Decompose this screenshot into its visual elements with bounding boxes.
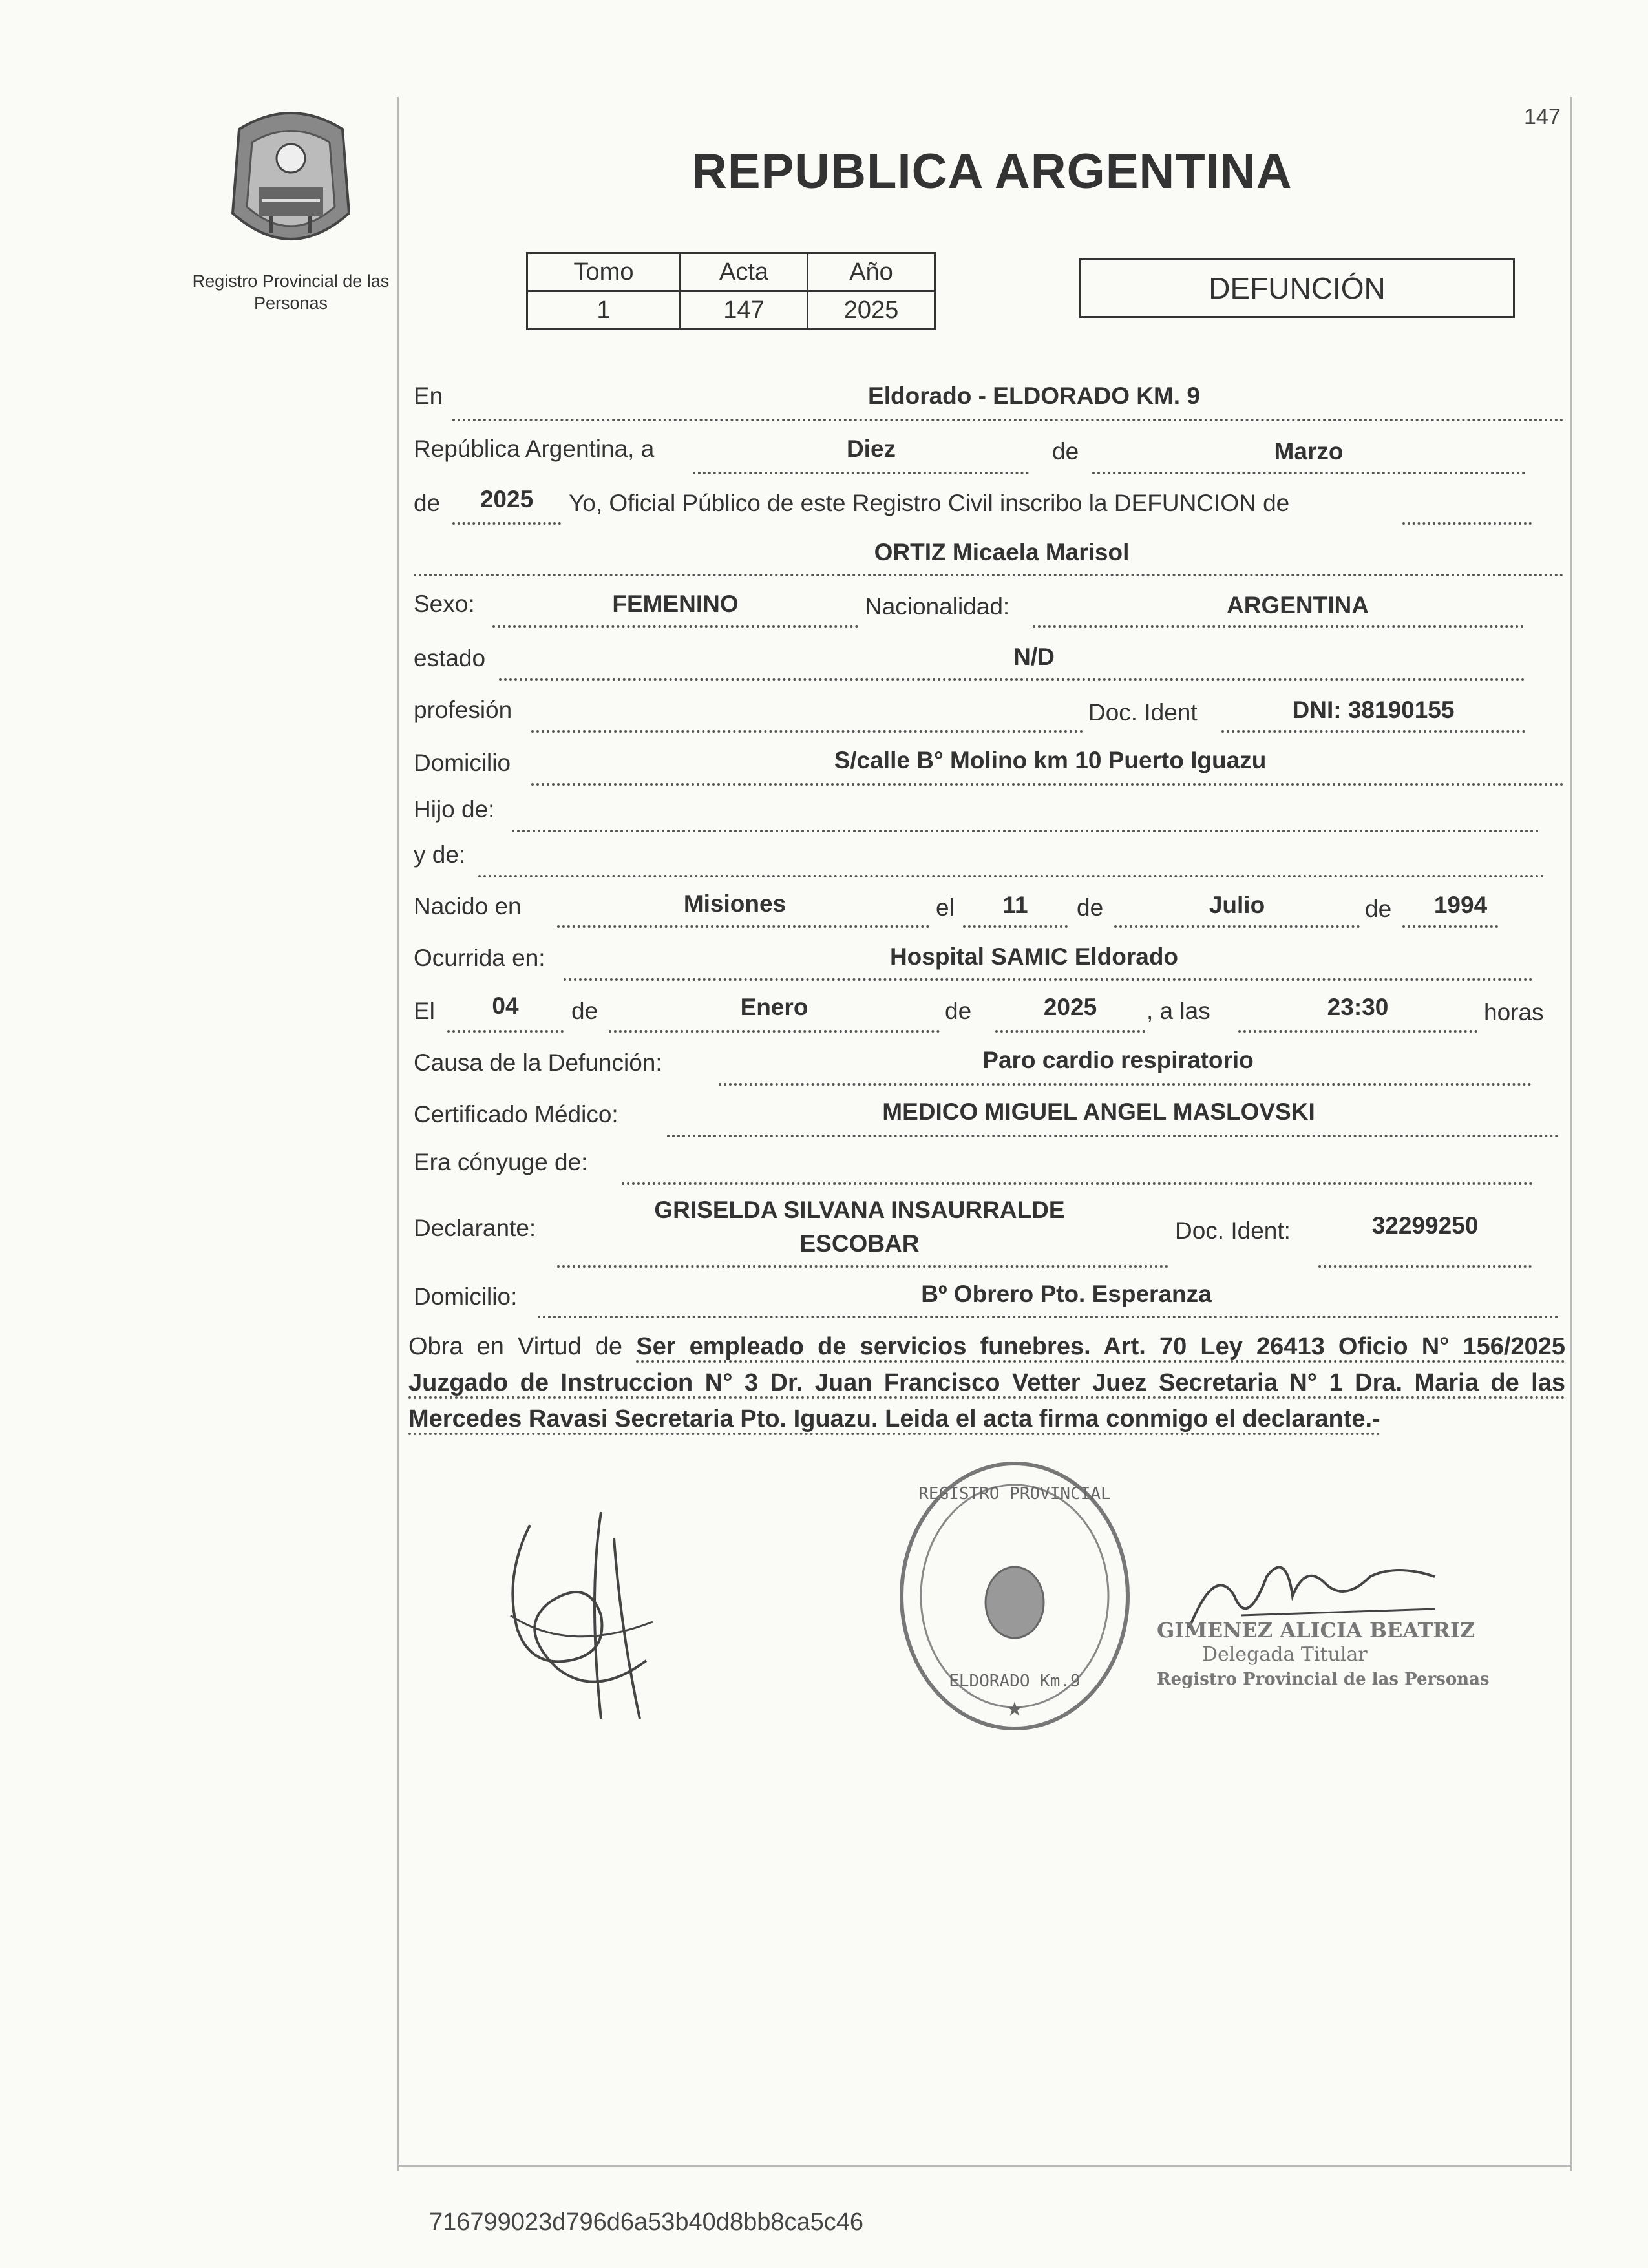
value-documento: DNI: 38190155 (1292, 697, 1455, 723)
ano-header: Año (808, 253, 935, 291)
dots-nac-anio (1402, 925, 1498, 928)
value-nac-dia: 11 (1002, 892, 1028, 918)
dots-anio (452, 522, 561, 525)
dots-inscribo (1402, 522, 1532, 525)
label-certificado: Certificado Médico: (414, 1101, 618, 1128)
dots-profesion (531, 730, 1083, 733)
dots-nacionalidad (1033, 625, 1524, 628)
value-nacionalidad: ARGENTINA (1227, 592, 1369, 618)
label-de-nac-mes: de (1077, 894, 1104, 921)
label-de-mes: de (1052, 438, 1079, 465)
label-nacionalidad: Nacionalidad: (865, 593, 1010, 620)
value-sexo: FEMENINO (612, 591, 739, 617)
value-anio: 2025 (480, 486, 534, 512)
value-nacido-en: Misiones (683, 890, 787, 917)
label-doc-ident: Doc. Ident (1088, 699, 1198, 726)
dots-def-dia (447, 1030, 564, 1033)
label-ocurrida-en: Ocurrida en: (414, 945, 545, 971)
label-de-def-anio: de (945, 998, 972, 1024)
dots-conyuge (622, 1182, 1533, 1185)
value-mes: Marzo (1274, 438, 1344, 465)
official-name: GIMENEZ ALICIA BEATRIZ (1157, 1618, 1475, 1643)
label-el-fecha: El (414, 998, 435, 1024)
svg-text:REGISTRO PROVINCIAL: REGISTRO PROVINCIAL (918, 1484, 1111, 1504)
bottom-rule (397, 2165, 1572, 2167)
official-round-stamp (892, 1454, 1137, 1738)
acta-header: Acta (681, 253, 808, 291)
right-margin-rule (1570, 97, 1572, 2171)
province-seal-logo (213, 103, 368, 258)
label-profesion: profesión (414, 697, 512, 723)
value-ocurrida-en: Hospital SAMIC Eldorado (889, 943, 1179, 970)
value-def-anio: 2025 (1043, 994, 1097, 1020)
value-def-mes: Enero (740, 994, 808, 1020)
value-domicilio: S/calle B° Molino km 10 Puerto Iguazu (834, 747, 1267, 773)
label-hijo-de: Hijo de: (414, 796, 495, 823)
dots-def-hora (1238, 1030, 1477, 1033)
value-dia: Diez (846, 436, 896, 462)
dots-y-de (478, 875, 1545, 877)
value-declarante-line2: ESCOBAR (799, 1230, 920, 1257)
dots-causa (719, 1083, 1532, 1086)
dots-dia (693, 472, 1029, 474)
label-de-def-mes: de (571, 998, 598, 1024)
dots-domicilio-declarante (538, 1316, 1559, 1318)
value-certificado: MEDICO MIGUEL ANGEL MASLOVSKI (882, 1098, 1315, 1125)
label-y-de: y de: (414, 841, 466, 868)
dots-sexo (492, 625, 858, 628)
value-nac-mes: Julio (1209, 892, 1265, 918)
obra-en-virtud-paragraph (408, 1328, 1565, 1437)
tomo-value: 1 (527, 291, 681, 330)
svg-text:ELDORADO Km.9: ELDORADO Km.9 (949, 1672, 1081, 1691)
dots-declarante-doc (1318, 1265, 1532, 1268)
label-republica: República Argentina, a (414, 436, 655, 462)
record-reference-table (526, 252, 936, 330)
tomo-header: Tomo (527, 253, 681, 291)
dots-certificado (667, 1135, 1559, 1137)
label-doc-ident-declarante: Doc. Ident: (1175, 1217, 1291, 1244)
dots-ocurrida-en (564, 978, 1533, 981)
label-el: el (936, 894, 955, 921)
ano-value: 2025 (808, 291, 935, 330)
official-registry: Registro Provincial de las Personas (1157, 1670, 1490, 1689)
dots-declarante (557, 1265, 1168, 1268)
dots-nac-dia (963, 925, 1068, 928)
document-hash: 716799023d796d6a53b40d8bb8ca5c46 (429, 2209, 864, 2236)
registry-label: Registro Provincial de las Personas (192, 271, 390, 313)
label-sexo: Sexo: (414, 591, 475, 617)
dots-estado (499, 678, 1525, 681)
dots-domicilio (531, 783, 1564, 786)
label-domicilio-declarante: Domicilio: (414, 1283, 518, 1310)
dots-def-mes (609, 1030, 940, 1033)
label-horas: horas (1484, 999, 1544, 1025)
left-margin-rule (397, 97, 399, 2171)
value-estado: N/D (1013, 644, 1055, 670)
label-obra-en-virtud: Obra en Virtud de (408, 1333, 623, 1360)
label-en: En (414, 383, 443, 409)
value-declarante-line1: GRISELDA SILVANA INSAURRALDE (654, 1197, 1065, 1223)
label-inscribo: Yo, Oficial Público de este Registro Civil inscribo la DEFUNCION de (569, 490, 1290, 516)
dots-lugar (452, 419, 1564, 421)
dots-nombre (414, 574, 1564, 576)
label-de-nac-anio: de (1365, 896, 1392, 922)
document-title: REPUBLICA ARGENTINA (692, 144, 1293, 199)
value-causa: Paro cardio respiratorio (982, 1047, 1254, 1073)
label-causa: Causa de la Defunción: (414, 1049, 662, 1076)
value-declarante-doc: 32299250 (1371, 1212, 1479, 1239)
value-lugar: Eldorado - ELDORADO KM. 9 (868, 383, 1200, 409)
value-nombre: ORTIZ Micaela Marisol (874, 539, 1130, 565)
label-conyuge: Era cónyuge de: (414, 1149, 588, 1175)
dots-nacido-en (557, 925, 929, 928)
dots-documento (1221, 730, 1525, 733)
page-number: 147 (1524, 105, 1561, 129)
svg-text:★: ★ (1006, 1699, 1024, 1720)
value-domicilio-declarante: Bº Obrero Pto. Esperanza (921, 1281, 1212, 1307)
record-type-box: DEFUNCIÓN (1079, 258, 1515, 318)
value-obra-text: Ser empleado de servicios funebres. Art. 70 Ley 26413 Oficio N° 156/2025 Juzgado de Instruccion N° 3 Dr. Juan Francisco Vetter Juez Secretaria N° 1 Dra. Maria de las Mercedes Ravasi Secretaria Pto. Iguazu. Leida el acta firma conmigo el declarante.- (408, 1333, 1565, 1435)
label-nacido-en: Nacido en (414, 893, 522, 919)
label-de-anio: de (414, 490, 441, 516)
value-nac-anio: 1994 (1433, 892, 1488, 918)
official-role: Delegada Titular (1202, 1643, 1368, 1666)
label-estado: estado (414, 645, 486, 671)
acta-value: 147 (681, 291, 808, 330)
declarante-signature (491, 1499, 659, 1732)
dots-def-anio (995, 1030, 1145, 1033)
value-def-dia: 04 (492, 992, 519, 1019)
dots-nac-mes (1114, 925, 1360, 928)
label-declarante: Declarante: (414, 1215, 536, 1241)
dots-mes (1092, 472, 1525, 474)
label-domicilio: Domicilio (414, 750, 511, 776)
label-a-las: , a las (1146, 998, 1210, 1024)
official-stamp-text (1157, 1618, 1490, 1692)
value-def-hora: 23:30 (1327, 994, 1389, 1020)
dots-hijo-de (512, 830, 1539, 832)
